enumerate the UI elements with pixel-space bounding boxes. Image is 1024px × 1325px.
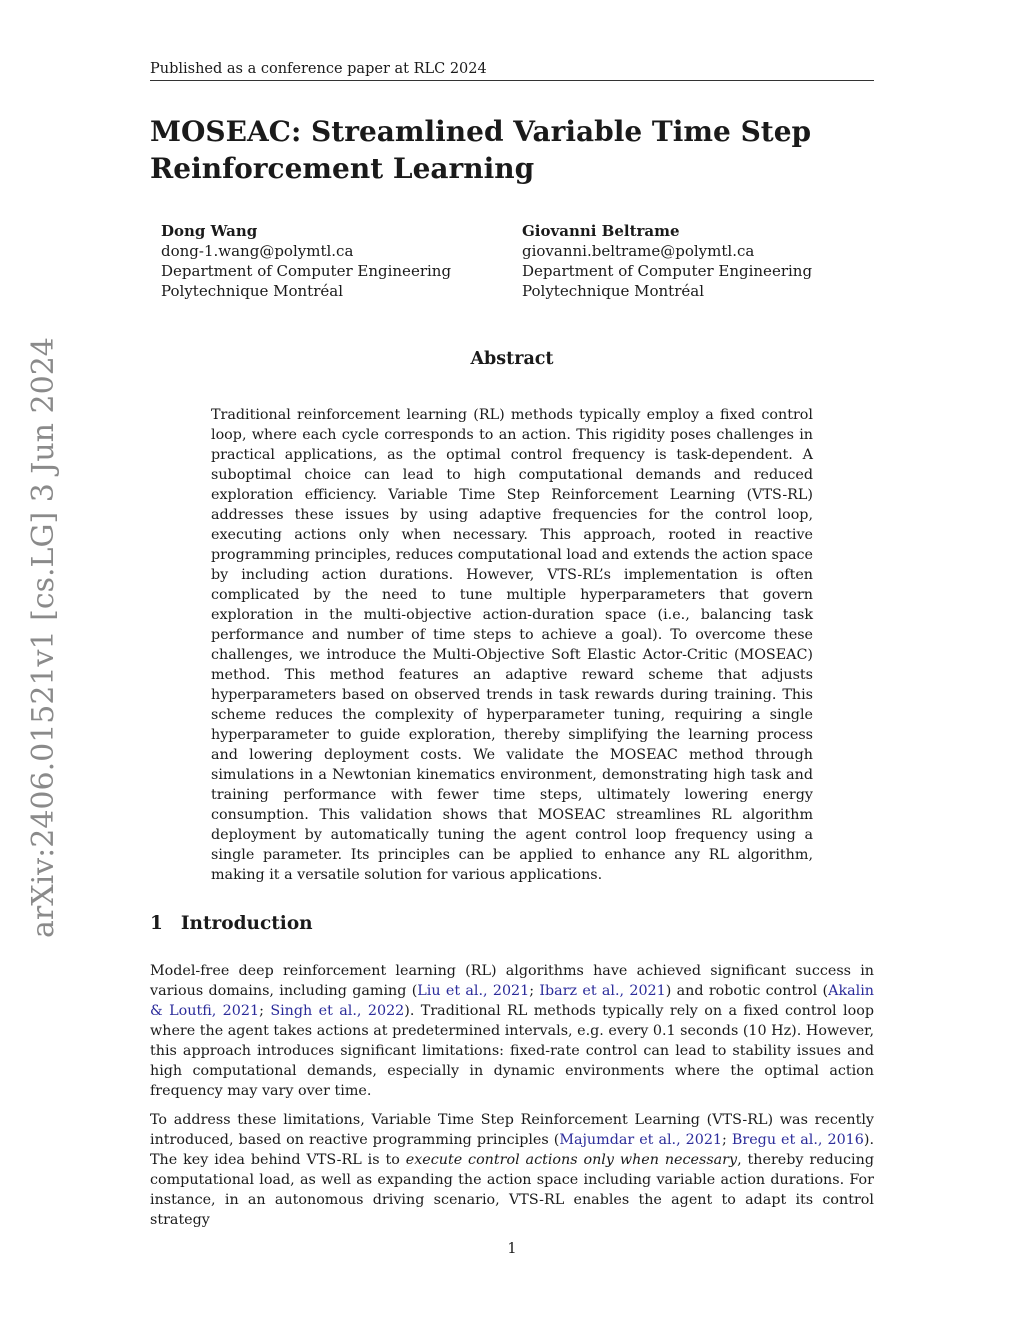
section-number: 1 xyxy=(150,913,163,934)
body-text: Model-free deep reinforcement learning (RL) algorithms have achieved significant success in various domains, including gaming ( xyxy=(150,963,874,999)
author-department: Department of Computer Engineering xyxy=(522,262,813,280)
author-institution: Polytechnique Montréal xyxy=(161,282,343,300)
author-block-2 xyxy=(522,221,812,301)
author-email[interactable]: giovanni.beltrame@polymtl.ca xyxy=(522,242,755,260)
citation-separator: ; xyxy=(259,1003,271,1019)
citation-separator: ; xyxy=(529,983,540,999)
citation-link[interactable]: Bregu et al., 2016 xyxy=(731,1132,864,1148)
author-block-1 xyxy=(161,221,451,301)
citation-link[interactable]: Majumdar et al., 2021 xyxy=(559,1132,723,1148)
body-text: ) and robotic control ( xyxy=(665,983,829,999)
running-header: Published as a conference paper at RLC 2024 xyxy=(150,61,874,81)
section-title: Introduction xyxy=(180,913,313,934)
citation-separator: ; xyxy=(722,1132,732,1148)
body-text: ). The key idea behind VTS-RL is to xyxy=(150,1132,874,1168)
intro-paragraph-2 xyxy=(150,1110,874,1230)
body-text: To address these limitations, Variable Time Step Reinforcement Learning (VTS-RL) was recently introduced, based on reactive programming principles ( xyxy=(150,1112,874,1148)
citation-link[interactable]: Singh et al., 2022 xyxy=(270,1003,405,1019)
section-heading-introduction xyxy=(150,913,313,934)
author-name: Giovanni Beltrame xyxy=(522,222,680,240)
abstract-heading: Abstract xyxy=(470,349,554,369)
body-text: , thereby reducing computational load, as well as expanding the action space including variable action durations. For instance, in an autonomous driving scenario, VTS-RL enables the agent to adapt its control strategy xyxy=(150,1152,874,1228)
page-number: 1 xyxy=(507,1241,517,1257)
intro-paragraph-1 xyxy=(150,961,874,1101)
emphasized-text: execute control actions only when necessary xyxy=(405,1152,738,1168)
paper-title: MOSEAC: Streamlined Variable Time Step Reinforcement Learning xyxy=(150,115,812,185)
author-department: Department of Computer Engineering xyxy=(161,262,452,280)
citation-link[interactable]: Liu et al., 2021 xyxy=(417,983,530,999)
arxiv-identifier xyxy=(16,116,72,938)
abstract-text: Traditional reinforcement learning (RL) methods typically employ a fixed control loop, where each cycle corresponds to an action. This rigidity poses challenges in practical applications, as the optimal control frequency is task-dependent. A suboptimal choice can lead to high computational demands and reduced exploration efficiency. Variable Time Step Reinforcement Learning (VTS-RL) addresses these issues by using adaptive frequencies for the control loop, executing actions only when necessary. This approach, rooted in reactive programming principles, reduces computational load and extends the action space by including action durations. However, VTS-RL’s implementation is often complicated by the need to tune multiple hyperparameters that govern exploration in the multi-objective action-duration space (i.e., balancing task performance and number of time steps to achieve a goal). To overcome these challenges, we introduce the Multi-Objective Soft Elastic Actor-Critic (MOSEAC) method. This method features an adaptive reward scheme that adjusts hyperparameters based on observed trends in task rewards during training. This scheme reduces the complexity of hyperparameter tuning, requiring a single hyperparameter to guide exploration, thereby simplifying the learning process and lowering deployment costs. We validate the MOSEAC method through simulations in a Newtonian kinematics environment, demonstrating high task and training performance with fewer time steps, ultimately lowering energy consumption. This validation shows that MOSEAC streamlines RL algorithm deployment by automatically tuning the agent control loop frequency using a single parameter. Its principles can be applied to enhance any RL algorithm, making it a versatile solution for various applications. xyxy=(211,407,813,883)
body-text: ). Traditional RL methods typically rely on a fixed control loop where the agent takes actions at predetermined intervals, e.g. every 0.1 seconds (10 Hz). However, this approach introduces significant limitations: fixed-rate control can lead to stability issues and high computational demands, especially in dynamic environments where the optimal action frequency may vary over time. xyxy=(150,1003,874,1099)
arxiv-identifier-text: arXiv:2406.01521v1 [cs.LG] 3 Jun 2024 xyxy=(26,337,61,938)
author-email[interactable]: dong-1.wang@polymtl.ca xyxy=(161,242,354,260)
citation-link[interactable]: Akalin & Loutfi, 2021 xyxy=(150,983,875,1019)
author-institution: Polytechnique Montréal xyxy=(522,282,704,300)
citation-link[interactable]: Ibarz et al., 2021 xyxy=(539,983,666,999)
author-name: Dong Wang xyxy=(161,222,258,240)
